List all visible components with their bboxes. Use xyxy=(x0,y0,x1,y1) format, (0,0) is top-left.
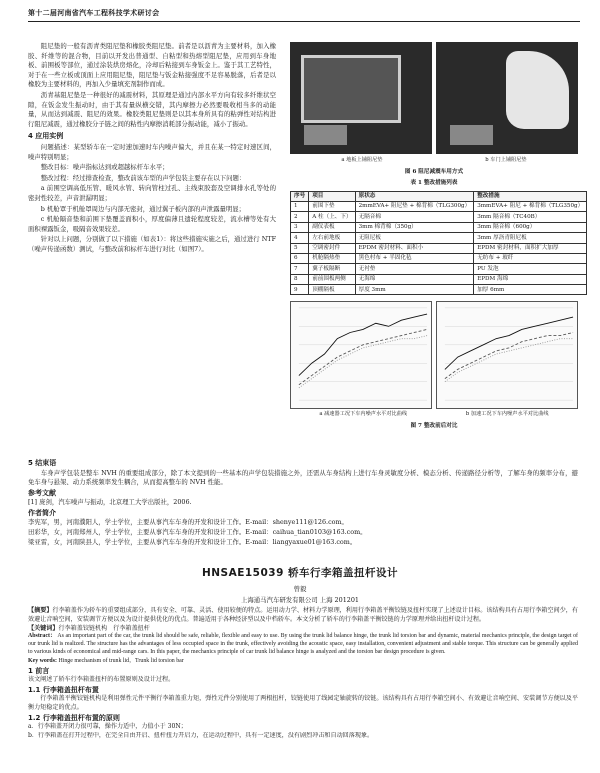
table-cell: 9 xyxy=(291,285,309,295)
table-cell: 无海绵 xyxy=(355,274,474,284)
series-line-3 xyxy=(445,339,573,382)
table-row xyxy=(291,233,587,243)
author-item: 李宪军，男，河南濮阳人，学士学位，主要从事汽车车身的开发和设计工作。E-mail：shenye111@126.com。 xyxy=(28,518,348,527)
abstract-cn xyxy=(28,607,578,625)
table-cell: 前围下垫 xyxy=(309,201,355,211)
table-cell: 6 xyxy=(291,253,309,263)
table-header-row xyxy=(291,191,587,201)
abstract-en-label: Abstract： xyxy=(28,633,57,640)
table-cell: 5 xyxy=(291,243,309,253)
chart-deceleration xyxy=(290,301,432,409)
table-cell: 左右前地板 xyxy=(309,233,355,243)
series-line-2 xyxy=(299,330,427,385)
table-cell: 3 xyxy=(291,222,309,232)
authors-heading: 作者简介 xyxy=(28,508,56,517)
keywords-en-text: Hinge mechanism of trunk lid，Trunk lid torsion bar xyxy=(58,658,184,665)
table-cell: PU 发泡 xyxy=(474,264,587,274)
table-cell: 加厚 6mm xyxy=(474,285,587,295)
paper-affiliation: 上海通马汽车研发有限公司 上海 201201 xyxy=(241,596,359,604)
keywords-en-label: Key words: xyxy=(28,658,57,665)
paragraph: 整改过程：经过排查检查，整改前该车型的声学包装主要存在以下问题： xyxy=(40,173,246,182)
table-cell: 无隔音棉 xyxy=(355,212,474,222)
table-row xyxy=(291,222,587,232)
table-cell: EPDM 密封材料，面积扩大加厚 xyxy=(474,243,587,253)
paragraph: 整改目标：噪声指标达到或超越标杆车水平； xyxy=(40,163,169,172)
reference-item: [1] 庞剑，汽车噪声与振动，北京理工大学出版社，2006. xyxy=(28,498,192,507)
series-line-2 xyxy=(445,333,573,379)
paragraph: 沥青基阻尼垫是一种很好的减震材料，其原理是通过内部水平方向有较多纤维状空隙，在钣金发生振动时，由于其有量纵横交错，其内摩擦力必然要吸收相当多的动能量，从而达到减震、阻尼的效果。橡胶类阻尼垫则是以其本身所具有的粘弹性对结构进行阻尼减震，通过橡胶分子链之间的粘性内摩擦消耗部分振动能，减小了振动。 xyxy=(28,91,276,128)
table-cell: 顶棚隔板 xyxy=(309,285,355,295)
table-cell: 2 xyxy=(291,212,309,222)
table-cell: 3mm 隔音棉（TC40B） xyxy=(474,212,587,222)
paper2-body xyxy=(28,607,578,741)
paragraph: 行李箱盖平衡铰链机构是利用弹性元件平衡行李箱盖重力矩，弹性元件分别使用了两根扭杆，铰链使用了线园定轴旋转的铰链。该结构具有占用行李箱空间小、有效避让音响空间、安装调节方便以及平衡力矩稳定的优点。 xyxy=(28,695,578,711)
keywords-cn-label: 【关键词】 xyxy=(28,624,59,632)
list-item: a．行李箱盖开闭力很可靠，操作力适中，力值小于 30N； xyxy=(28,722,187,730)
figure-title: 图 7 整改前后对比 xyxy=(410,423,458,430)
table-header: 项目 xyxy=(309,191,355,201)
table-cell: 无纺布 + 玻纤 xyxy=(474,253,587,263)
table-cell: 8 xyxy=(291,274,309,284)
figure-caption: b 车门上铺阻尼垫 xyxy=(485,157,527,163)
abstract-cn-text: 行李箱盖作为轿车的重要组成部分，具有安全、可靠、灵活、使用较便的特点。运用动力学、材料力学原理，利用行李箱盖平衡铰链及扭杆实现了上述设计目标。该结构具有占用行李箱空间少，有效避让音响空间，安装调节方便以及为设计提供优化的优点。普遍适用于各种经济型以及中档轿车。本文分析了轿车的行李箱盖平衡铰链的力学原理并给出扭杆设计过程。 xyxy=(28,607,579,623)
abstract-cn-label: 【摘要】 xyxy=(28,607,53,614)
figure-7-graphs xyxy=(290,301,578,409)
keywords-cn-text: 行李箱盖铰链机构 行李箱盖扭杆 xyxy=(58,624,150,632)
figure-caption: b 加速工况下车内噪声水平对比曲线 xyxy=(465,411,549,418)
table-cell: 3mm 厚沥青阻尼板 xyxy=(474,233,587,243)
list-item: b．行李箱盖在打开过程中，在完全自由开启、扭杆扭力开启力，在运动过程中，具有一定速度，没有剧烈冲击和自动回落现象。 xyxy=(28,731,374,739)
table-cell: 无衬垫 xyxy=(355,264,474,274)
table-cell: 前前围板两侧 xyxy=(309,274,355,284)
header-title: 第十二届河南省汽车工程科技学术研讨会 xyxy=(28,8,160,17)
left-column xyxy=(28,42,276,256)
paragraph: 问题描述：某型轿车在一定时速加速时车内噪声偏大，并且在某一特定时速区间，噪声特别明显； xyxy=(28,142,276,161)
table-row xyxy=(291,274,587,284)
figure-6-photos xyxy=(290,42,578,154)
table-row xyxy=(291,285,587,295)
author-item: 梁亚雷，女，河南陕县人，学士学位，主要从事汽车车身的开发和设计工作。E-mail：liangyaxue01@163.com。 xyxy=(28,537,357,546)
table-header: 原状态 xyxy=(355,191,474,201)
table-row xyxy=(291,264,587,274)
table-row xyxy=(291,243,587,253)
table-cell: 无阻尼板 xyxy=(355,233,474,243)
right-column xyxy=(290,42,584,431)
figure-caption: a 减速器工况下车内噪声水平对比曲线 xyxy=(319,411,408,418)
paper-title: HNSAE15039 轿车行李箱盖扭杆设计 xyxy=(201,567,399,579)
section-heading: 1 前言 xyxy=(28,666,50,675)
table-cell: A 柱（上、下） xyxy=(309,212,355,222)
measures-table xyxy=(290,191,587,296)
figure-title: 图 6 阻尼减震车用方式 xyxy=(404,168,464,175)
chart-acceleration xyxy=(436,301,578,409)
paragraph: 阻尼垫的一般有沥青类阻尼垫和橡胶类阻尼垫。前者是以沥青为主要材料，加入橡胶、纤维等的混合物，目前以开发出普通型、自粘型和热熔型阻尼垫，应用到车身地板、前围板等部位，通过涂装烘房熔化，冷却后粘接到车身钣金上。鉴于其工艺特性，对于在一些立板或顶面上应用阻尼垫，阻尼垫与钣金粘接强度不足容易脱落，后者是以橡胶为主要材料的，再加入少量填充剂制作而成。 xyxy=(28,42,276,89)
table-header: 整改措施 xyxy=(474,191,587,201)
conclusion-block xyxy=(28,458,578,547)
paragraph: 该文阐述了轿车行李箱盖扭杆的布置原则及设计过程。 xyxy=(28,676,175,684)
paragraph: b 机舱罩于机舱罩周边与内部无密封，通过翼子板内部的声泄露量明显； xyxy=(40,204,246,213)
table-cell: 空调密封件 xyxy=(309,243,355,253)
keywords-en xyxy=(28,657,578,666)
table-cell: 3mmEVA+ 阻尼 + 棉背棉（TLG350g） xyxy=(474,201,587,211)
section-heading: 1.2 行李箱盖扭杆布置的原则 xyxy=(28,713,120,722)
references-heading: 参考文献 xyxy=(28,488,56,497)
table-cell: 厚度 3mm xyxy=(355,285,474,295)
door-damping-photo xyxy=(436,42,578,154)
table-cell: 副仪表板 xyxy=(309,222,355,232)
table-cell: EPDM 密封材料、面积小 xyxy=(355,243,474,253)
table-row xyxy=(291,212,587,222)
series-line-3 xyxy=(299,336,427,388)
table-cell: EPDM 海绵 xyxy=(474,274,587,284)
section-heading: 1.1 行李箱盖扭杆布置 xyxy=(28,685,99,694)
table-cell: 1 xyxy=(291,201,309,211)
table-cell: 3mm 棉背棉（350g） xyxy=(355,222,474,232)
table-cell: 7 xyxy=(291,264,309,274)
author-item: 田彩华，女，河南郑州人，学士学位，主要从事汽车车身的开发和设计工作。E-mail：caihua_tian0103@163.com。 xyxy=(28,527,367,536)
table-cell: 4 xyxy=(291,233,309,243)
paragraph: c 机舱隔音垫和前围下垫覆盖面积小，厚度偏薄且遗轮程度较差，流水槽等处有大面积裸露钣金，吸隔音效果较差。 xyxy=(28,215,276,233)
abstract-en xyxy=(28,633,578,657)
table-row xyxy=(291,201,587,211)
table-title: 表 1 整改措施列表 xyxy=(410,180,458,187)
abstract-en-text: As an important part of the car, the trunk lid should be safe, reliable, flexible and easy to use. By using the trunk lid balance hinge, the trunk lid torsion bar and dynamic, material mechanics principle, the design target of our trunk lid is realized. The structure has the advantages of less occupied space in the trunk, effectively avoiding the acoustic space, easy installation, convenient adjustment and stable torque. This structure can be generally applied to various kinds of economical and mid-range cars. In this paper, the mechanics principle of car trunk lid balance hinge is analyzed and the torsion bar design procedure is given. xyxy=(28,633,578,656)
page-header xyxy=(28,8,580,22)
table-cell: 翼子板隔断 xyxy=(309,264,355,274)
section-heading: 4 应用实例 xyxy=(28,132,64,141)
figure-caption: a 地板上铺阻尼垫 xyxy=(341,157,383,163)
series-line-1 xyxy=(445,318,573,370)
table-cell: 机舱隔热垫 xyxy=(309,253,355,263)
floor-damping-photo xyxy=(290,42,432,154)
table-cell: 2mmEVA+ 阻尼垫 + 棉背棉（TLG300g） xyxy=(355,201,474,211)
paragraph: 车身声学包装是整车 NVH 的重要组成部分，除了本文提到的一些基本的声学包装措施之外，还需从车身结构上进行车身灵敏度分析、模态分析、传递路径分析等，了解车身的频率分布，避免车身与悬架、动力系统频率发生耦合，从而提高整车的 NVH 性能。 xyxy=(28,468,578,487)
table-cell: 黑色村布 + 半固化毡 xyxy=(355,253,474,263)
table-row xyxy=(291,253,587,263)
table-header: 序号 xyxy=(291,191,309,201)
paragraph: 针对以上问题，分别做了以下措施（如表1）：将这些措施实施之后，通过进行 NTF（噪声传递函数）测试，与整改前和标杆车进行对比（如图7）。 xyxy=(28,235,276,254)
table-cell: 3mm 隔音棉（600g） xyxy=(474,222,587,232)
paper-author: 曾毅 xyxy=(293,585,307,593)
section-heading: 5 结束语 xyxy=(28,459,57,467)
paragraph: a 前围空调高低压管、暖风水管、转向管柱过孔、主线束胶套及空调排水孔等处的密封性较差，声音泄漏明显； xyxy=(28,184,276,203)
